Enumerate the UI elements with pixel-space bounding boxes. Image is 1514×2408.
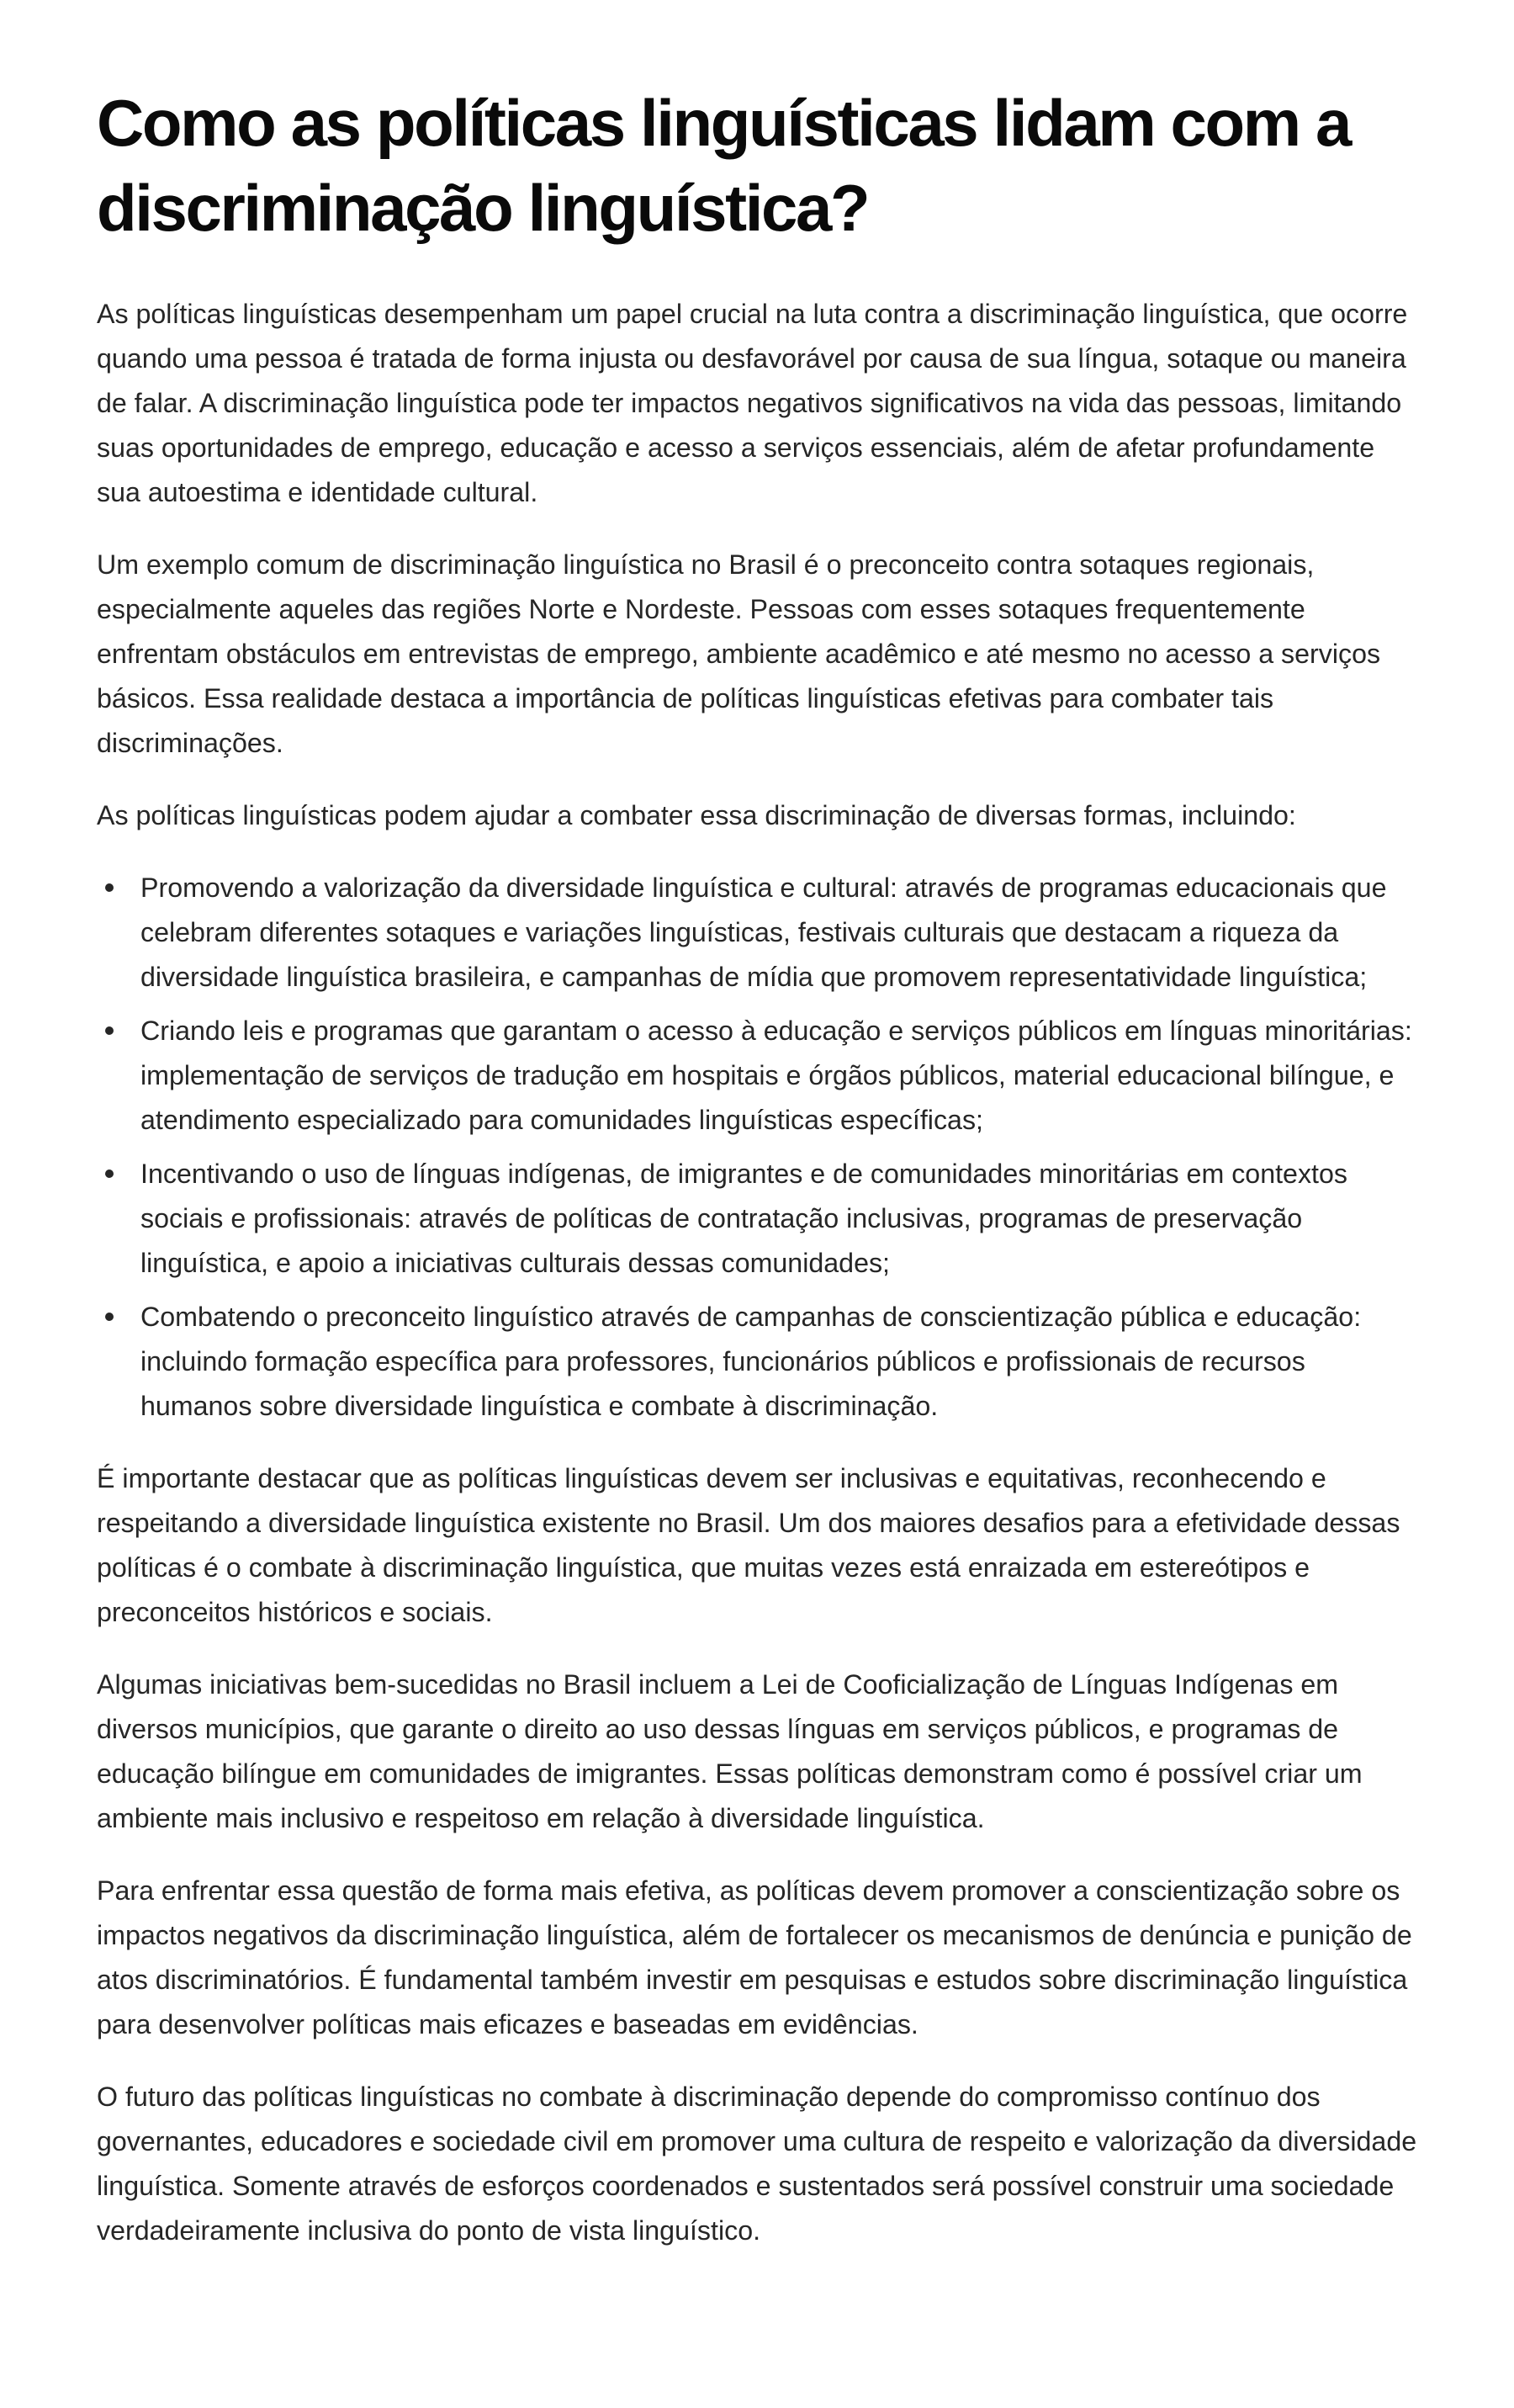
inclusion-paragraph: É importante destacar que as políticas linguísticas devem ser inclusivas e equitativas, reconhecendo e respeitando a diversidade linguística existente no Brasil. Um dos maiores desafios para a efetividade dessas políticas é o combate à discriminação linguística, que muitas vezes está enraizada em estereótipos e preconceitos históricos e sociais. <box>97 1463 1400 1627</box>
bullet-icon <box>105 1170 114 1178</box>
example-paragraph: Um exemplo comum de discriminação linguística no Brasil é o preconceito contra sotaques regionais, especialmente aqueles das regiões Norte e Nordeste. Pessoas com esses sotaques frequentemente enfrentam obstáculos em entrevistas de emprego, ambiente acadêmico e até mesmo no acesso a serviços básicos. Essa realidade destaca a importância de políticas linguísticas efetivas para combater tais discriminações. <box>97 549 1381 758</box>
awareness-paragraph: Para enfrentar essa questão de forma mais efetiva, as políticas devem promover a conscientização sobre os impactos negativos da discriminação linguística, além de fortalecer os mecanismos de denúncia e punição de atos discriminatórios. É fundamental também investir em pesquisas e estudos sobre discriminação linguística para desenvolver políticas mais eficazes e baseadas em evidências. <box>97 1875 1412 2039</box>
list-item <box>97 1009 1417 1143</box>
list-item-text: Incentivando o uso de línguas indígenas, de imigrantes e de comunidades minoritárias em contextos sociais e profissionais: através de políticas de contratação inclusivas, programas de preservação linguística, e apoio a iniciativas culturais dessas comunidades; <box>140 1159 1347 1278</box>
bullet-icon <box>105 1026 114 1035</box>
policy-list <box>97 866 1417 1429</box>
list-item <box>97 866 1417 1000</box>
page-title: Como as políticas linguísticas lidam com a discriminação linguística? <box>97 86 1350 245</box>
list-intro-paragraph: As políticas linguísticas podem ajudar a combater essa discriminação de diversas formas, incluindo: <box>97 800 1296 830</box>
list-item <box>97 1295 1417 1429</box>
bullet-icon <box>105 1313 114 1321</box>
bullet-icon <box>105 883 114 892</box>
intro-paragraph: As políticas linguísticas desempenham um papel crucial na luta contra a discriminação linguística, que ocorre quando uma pessoa é tratada de forma injusta ou desfavorável por causa de sua língua, sotaque ou maneira de falar. A discriminação linguística pode ter impactos negativos significativos na vida das pessoas, limitando suas oportunidades de emprego, educação e acesso a serviços essenciais, além de afetar profundamente sua autoestima e identidade cultural. <box>97 299 1408 507</box>
list-item-text: Promovendo a valorização da diversidade linguística e cultural: através de programas educacionais que celebram diferentes sotaques e variações linguísticas, festivais culturais que destacam a riqueza da diversidade linguística brasileira, e campanhas de mídia que promovem representatividade linguística; <box>140 873 1387 992</box>
list-item-text: Combatendo o preconceito linguístico através de campanhas de conscientização pública e educação: incluindo formação específica para professores, funcionários públicos e profissionais de recursos humanos sobre diversidade linguística e combate à discriminação. <box>140 1302 1362 1421</box>
list-item <box>97 1152 1417 1286</box>
initiatives-paragraph: Algumas iniciativas bem-sucedidas no Brasil incluem a Lei de Cooficialização de Línguas Indígenas em diversos municípios, que garante o direito ao uso dessas línguas em serviços públicos, e programas de educação bilíngue em comunidades de imigrantes. Essas políticas demonstram como é possível criar um ambiente mais inclusivo e respeitoso em relação à diversidade linguística. <box>97 1669 1363 1833</box>
conclusion-paragraph: O futuro das políticas linguísticas no combate à discriminação depende do compromisso contínuo dos governantes, educadores e sociedade civil em promover uma cultura de respeito e valorização da diversidade linguística. Somente através de esforços coordenados e sustentados será possível construir uma sociedade verdadeiramente inclusiva do ponto de vista linguístico. <box>97 2082 1417 2246</box>
list-item-text: Criando leis e programas que garantam o acesso à educação e serviços públicos em línguas minoritárias: implementação de serviços de tradução em hospitais e órgãos públicos, material educacional bilíngue, e atendimento especializado para comunidades linguísticas específicas; <box>140 1016 1412 1135</box>
